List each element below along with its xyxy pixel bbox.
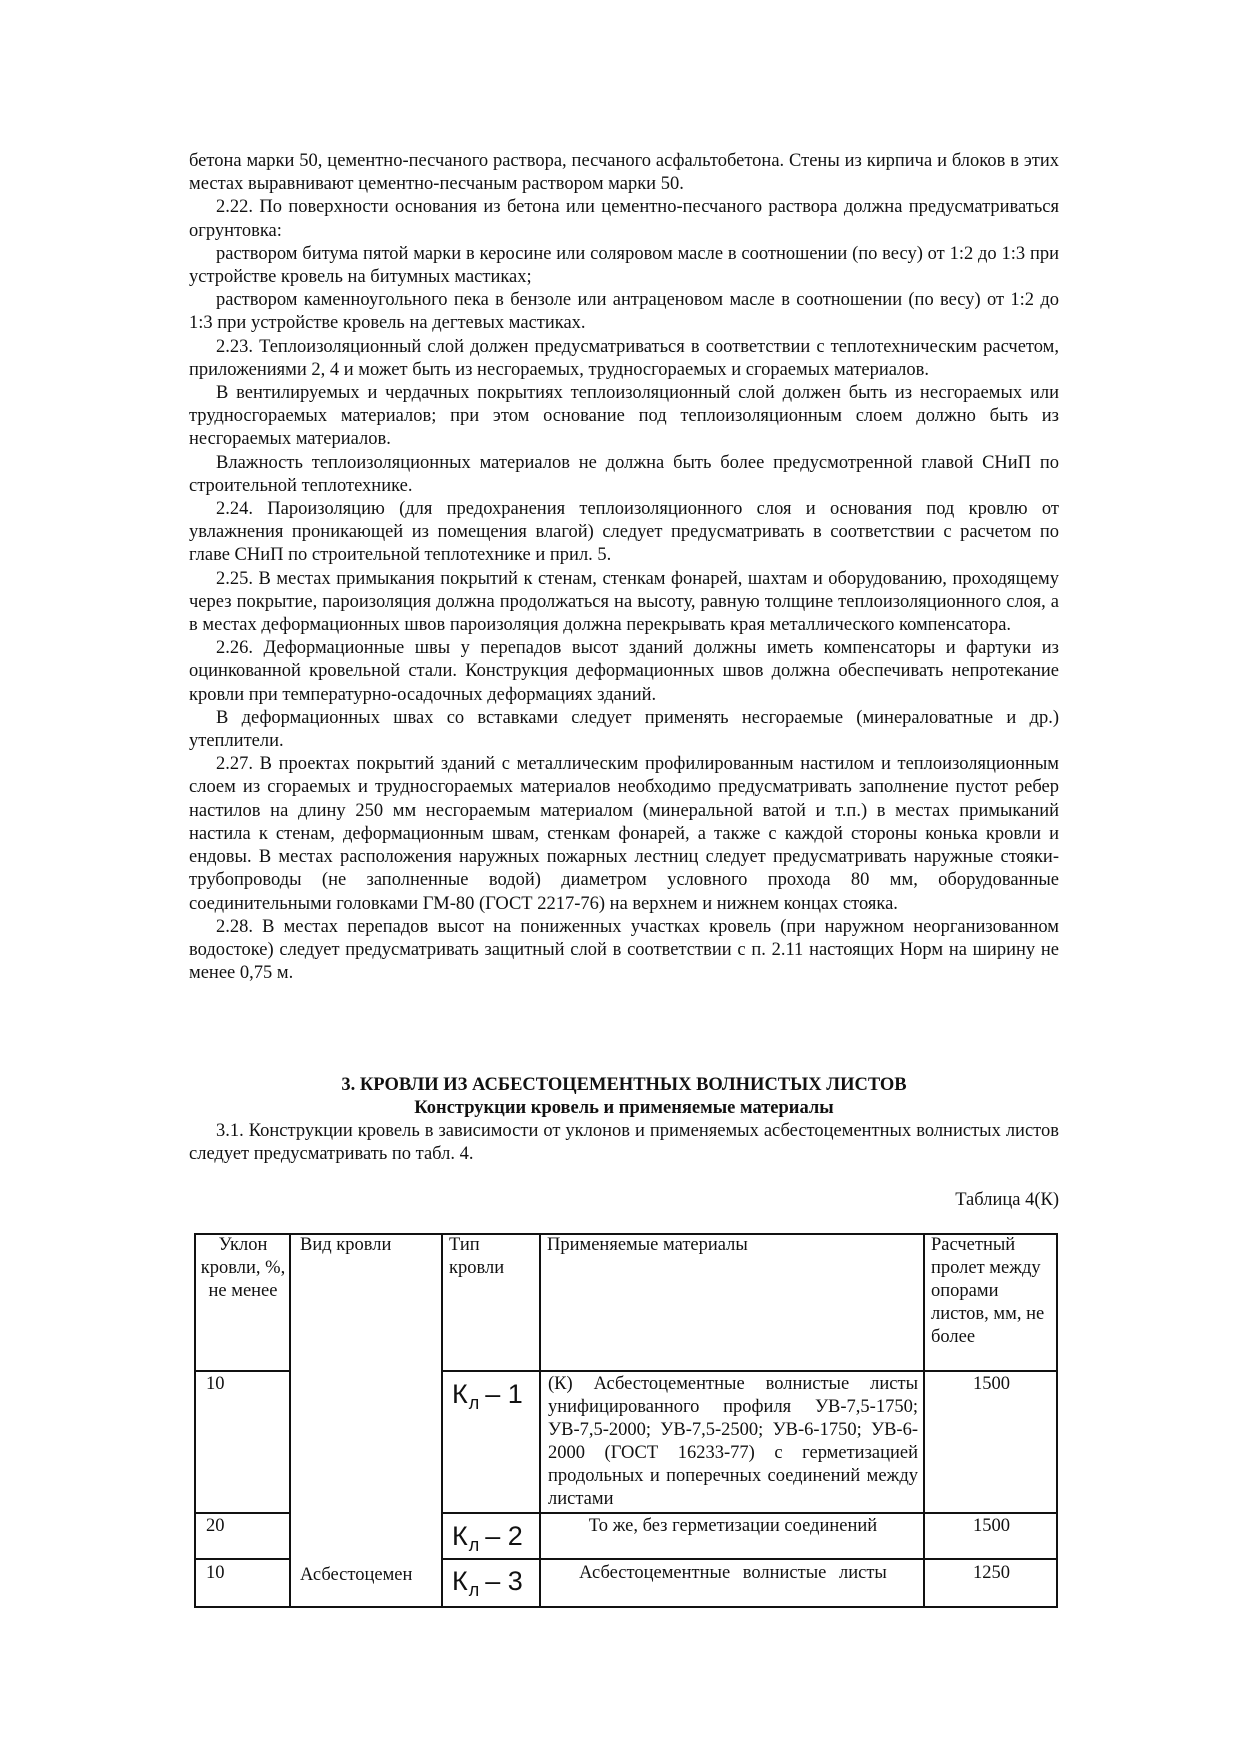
roof-type-letter: К xyxy=(452,1379,468,1409)
table-cell-materials: (К) Асбестоцементные волнистые листы унифицированного профиля УВ-7,5-1750; УВ-7,5-2000; УВ-7,5-2500; УВ-6-1750; УВ-6-2000 (ГОСТ 16233-77) с герметизацией продольных и поперечных соединений между листами xyxy=(548,1374,918,1509)
table-cell-materials: То же, без герметизации соединений xyxy=(588,1516,878,1536)
paragraph: 2.28. В местах перепадов высот на пониженных участках кровель (при наружном неорганизованном водостоке) следует предусматривать защитный слой в соответствии с п. 2.11 настоящих Норм на ширину не менее 0,75 м. xyxy=(189,916,1059,984)
roof-type-number: – 1 xyxy=(485,1379,523,1409)
paragraph: 2.23. Теплоизоляционный слой должен предусматриваться в соответствии с теплотехническим расчетом, приложениями 2, 4 и может быть из несгораемых, трудносгораемых и сгораемых материалов. xyxy=(189,336,1059,380)
table-cell-roof-kind: Асбестоцемен xyxy=(300,1565,413,1585)
roof-type-letter: К xyxy=(452,1521,468,1551)
table-cell-span: 1500 xyxy=(973,1374,1010,1394)
table-border xyxy=(441,1558,1058,1560)
section-subtitle: Конструкции кровель и применяемые материалы xyxy=(414,1098,834,1118)
table-cell-materials: Асбестоцементные волнистые листы xyxy=(579,1563,887,1583)
table-border xyxy=(194,1558,290,1560)
table-border xyxy=(441,1370,1058,1372)
paragraph: раствором битума пятой марки в керосине или соляровом масле в соотношении (по весу) от 1:2 до 1:3 при устройстве кровель на битумных мастиках; xyxy=(189,243,1059,288)
table-border xyxy=(441,1233,443,1608)
header-slope: Уклон кровли, %, не менее xyxy=(200,1235,286,1301)
roof-type-subscript: л xyxy=(468,1535,480,1555)
paragraph: В деформационных швах со вставками следует применять несгораемые (минераловатные и др.) утеплители. xyxy=(189,707,1059,752)
section-heading xyxy=(189,1074,1059,1120)
table-border xyxy=(194,1512,290,1514)
roof-type-code xyxy=(452,1566,523,1599)
body-text xyxy=(189,150,1059,985)
header-span: Расчетный пролет между опорами листов, мм, не более xyxy=(931,1235,1045,1347)
table-cell-span: 1500 xyxy=(973,1516,1010,1536)
paragraph: В вентилируемых и чердачных покрытиях теплоизоляционный слой должен быть из несгораемых или трудносгораемых материалов; при этом основание под теплоизоляционным слоем должно быть из несгораемых материалов. xyxy=(189,383,1059,450)
roof-type-number: – 3 xyxy=(485,1566,523,1596)
table-caption: Таблица 4(К) xyxy=(955,1190,1059,1210)
table-border xyxy=(194,1606,1058,1608)
table-cell-slope: 10 xyxy=(206,1374,225,1394)
paragraph: Влажность теплоизоляционных материалов не должна быть более предусмотренной главой СНиП по строительной теплотехнике. xyxy=(189,452,1059,496)
paragraph: 3.1. Конструкции кровель в зависимости от уклонов и применяемых асбестоцементных волнистых листов следует предусматривать по табл. 4. xyxy=(189,1121,1059,1165)
paragraph: 2.27. В проектах покрытий зданий с металлическим профилированным настилом и теплоизоляционным слоем из сгораемых и трудносгораемых материалов необходимо предусматривать заполнение пустот ребер настилов на длину 250 мм несгораемым материалом (минеральной ватой и т.п.) в местах примыканий настила к стенам, деформационным швам, стенкам фонарей, а также с каждой стороны конька кровли и ендовы. В местах расположения наружных пожарных лестниц следует предусматривать наружные стояки-трубопроводы (не заполненные водой) диаметром условного прохода 80 мм, оборудованные соединительными головками ГМ-80 (ГОСТ 2217-76) на верхнем и нижнем концах стояка. xyxy=(189,754,1059,914)
section-intro xyxy=(189,1120,1059,1166)
table-border xyxy=(1056,1233,1058,1608)
roofing-table xyxy=(194,1233,1058,1608)
roof-type-code xyxy=(452,1521,523,1554)
paragraph: 2.24. Пароизоляцию (для предохранения теплоизоляционного слоя и основания под кровлю от увлажнения проникающей из помещения влагой) следует предусматривать в соответствии с расчетом по главе СНиП по строительной теплотехнике и прил. 5. xyxy=(189,499,1059,566)
roof-type-number: – 2 xyxy=(485,1521,523,1551)
paragraph: 2.22. По поверхности основания из бетона или цементно-песчаного раствора должна предусматриваться огрунтовка: xyxy=(189,197,1059,241)
table-border xyxy=(194,1370,290,1372)
paragraph: бетона марки 50, цементно-песчаного раствора, песчаного асфальтобетона. Стены из кирпича и блоков в этих местах выравнивают цементно-песчаным раствором марки 50. xyxy=(189,151,1059,195)
roof-type-subscript: л xyxy=(468,1393,480,1413)
header-roof-kind: Вид кровли xyxy=(300,1235,392,1255)
table-border xyxy=(194,1233,196,1608)
table-border xyxy=(441,1512,1058,1514)
table-cell-slope: 10 xyxy=(206,1563,225,1583)
table-cell-slope: 20 xyxy=(206,1516,225,1536)
table-border xyxy=(923,1233,925,1608)
roof-type-subscript: л xyxy=(468,1580,480,1600)
paragraph: 2.26. Деформационные швы у перепадов высот зданий должны иметь компенсаторы и фартуки из оцинкованной кровельной стали. Конструкция деформационных швов должна обеспечивать непротекание кровли при температурно-осадочных деформациях зданий. xyxy=(189,638,1059,705)
table-border xyxy=(289,1233,291,1608)
section-title: 3. КРОВЛИ ИЗ АСБЕСТОЦЕМЕНТНЫХ ВОЛНИСТЫХ ЛИСТОВ xyxy=(341,1075,907,1095)
header-materials: Применяемые материалы xyxy=(547,1235,748,1255)
table-border xyxy=(539,1233,541,1608)
roof-type-code xyxy=(452,1379,523,1412)
paragraph: 2.25. В местах примыкания покрытий к стенам, стенкам фонарей, шахтам и оборудованию, проходящему через покрытие, пароизоляция должна продолжаться на высоту, равную толщине теплоизоляционного слоя, а в местах деформационных швов пароизоляция должна перекрывать края металлического компенсатора. xyxy=(189,568,1059,636)
header-roof-type: Тип кровли xyxy=(449,1235,505,1278)
table-cell-span: 1250 xyxy=(973,1563,1010,1583)
roof-type-letter: К xyxy=(452,1566,468,1596)
paragraph: раствором каменноугольного пека в бензоле или антраценовом масле в соотношении (по весу) от 1:2 до 1:3 при устройстве кровель на дегтевых мастиках. xyxy=(189,290,1059,334)
